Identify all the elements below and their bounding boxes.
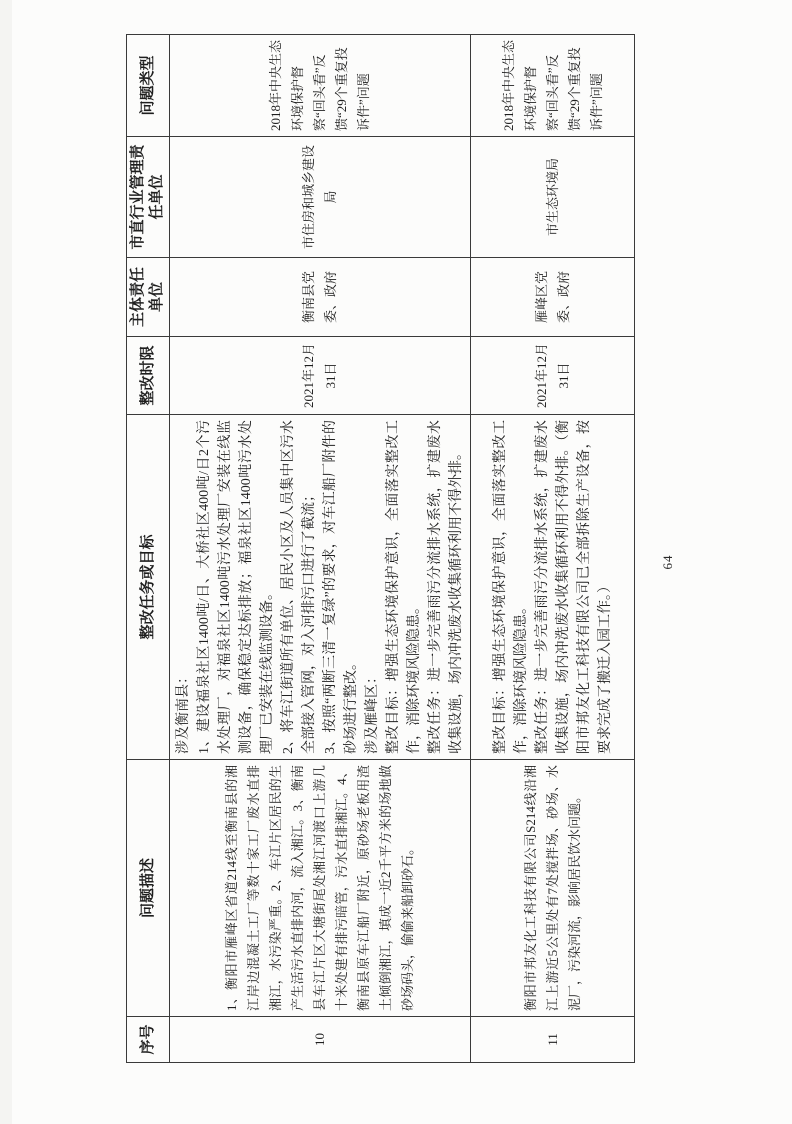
header-tasks: 整改任务或目标 bbox=[127, 415, 170, 760]
industry-unit-cell: 市住房和城乡建设局 bbox=[170, 137, 471, 258]
problem-description-cell: 1、衡阳市雁峰区省道214线至衡南县的湘江岸边混凝土工厂等数十家工厂废水直排湘江，水污染严重。2、车江片区居民的生产生活污水直排内河，流入湘江。3、衡南县车江片区大塘街尾处湘江河渡口上游几十米处建有排污暗管，污水直排湘江。4、衡南县原车江船厂附近，原砂场老板用渣土倾倒湘江，填成一近2千平方米的场地做砂场码头，偷偷来船卸砂石。 bbox=[170, 760, 471, 1017]
deadline-cell: 2021年12月31日 bbox=[170, 337, 471, 415]
task-paragraph: 1、建设福泉社区1400吨/日、大桥社区400吨/日2个污水处理厂，对福泉社区1400吨污水处理厂安装在线监测设备，确保稳定达标排放；福泉社区1400吨污水处理厂已安装在线监测设备。 bbox=[197, 420, 275, 754]
task-paragraph: 整改任务：进一步完善雨污分流排水系统，扩建废水收集设施，场内冲洗废水收集循环利用不得外排。 bbox=[428, 420, 464, 754]
tasks-cell bbox=[471, 415, 635, 760]
header-problem-type: 问题类型 bbox=[127, 35, 170, 137]
serial-cell: 11 bbox=[471, 1017, 635, 1063]
header-problem-description: 问题描述 bbox=[127, 760, 170, 1017]
tasks-cell bbox=[170, 415, 471, 760]
task-paragraph: 整改目标：增强生态环境保护意识，全面落实整改工作，消除环境风险隐患。 bbox=[386, 420, 422, 754]
industry-unit-cell: 市生态环境局 bbox=[471, 137, 635, 258]
page-number: 64 bbox=[660, 554, 675, 570]
problem-description-cell: 衡阳市邦友化工科技有限公司S214线沿湘江上游近5公里处有7处搅拌场、砂场、水泥厂，污染河流，影响居民饮水问题。 bbox=[471, 760, 635, 1017]
task-paragraph: 整改目标：增强生态环境保护意识，全面落实整改工作，消除环境风险隐患。 bbox=[492, 420, 529, 754]
table-header-row bbox=[127, 35, 170, 1063]
task-paragraph: 涉及衡南县： bbox=[176, 670, 191, 754]
deadline-cell: 2021年12月31日 bbox=[471, 337, 635, 415]
header-responsible-unit: 主体责任单位 bbox=[127, 258, 170, 337]
table-row bbox=[170, 35, 471, 1063]
header-serial: 序号 bbox=[127, 1017, 170, 1063]
problem-type-cell: 2018年中央生态环境保护督察“回头看”反馈“29个重复投诉件”问题 bbox=[471, 35, 635, 137]
task-paragraph: 涉及雁峰区： bbox=[365, 670, 380, 754]
task-paragraph: 2、将车江街道所有单位、居民小区及人员集中区污水全部接入管网，对入河排污口进行了截流； bbox=[281, 420, 317, 754]
table-row bbox=[471, 35, 635, 1063]
serial-cell: 10 bbox=[170, 1017, 471, 1063]
task-paragraph: 整改任务：进一步完善雨污分流排水系统，扩建废水收集设施，场内冲洗废水收集循环利用不得外排。（衡阳市邦友化工科技有限公司已全部拆除生产设备，按要求完成了搬迁入园工作。） bbox=[534, 420, 613, 754]
responsible-unit-cell: 雁峰区党委、政府 bbox=[471, 258, 635, 337]
problem-type-cell: 2018年中央生态环境保护督察“回头看”反馈“29个重复投诉件”问题 bbox=[170, 35, 471, 137]
task-paragraph: 3、按照“两断三清一复绿”的要求，对车江船厂附件的砂场进行整改。 bbox=[323, 420, 359, 754]
responsible-unit-cell: 衡南县党委、政府 bbox=[170, 258, 471, 337]
header-deadline: 整改时限 bbox=[127, 337, 170, 415]
header-industry-unit: 市直行业管理责任单位 bbox=[127, 137, 170, 258]
rectification-table bbox=[126, 34, 635, 1063]
